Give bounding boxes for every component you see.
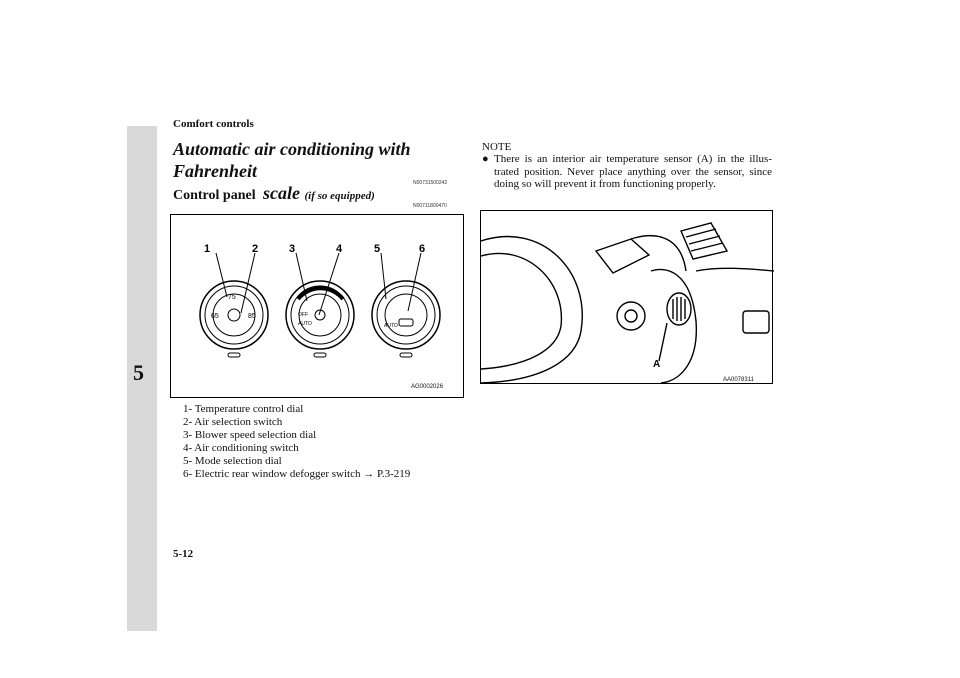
- legend-item-air-selection: 2- Air selection switch: [183, 416, 283, 428]
- sensor-figure-code: AA0078311: [723, 377, 754, 383]
- temp-low-label: 65: [211, 313, 219, 320]
- legend-item-temperature: 1- Temperature control dial: [183, 403, 304, 415]
- title-code: N00731500242: [413, 180, 448, 186]
- control-panel-figure-code: AG0002026: [411, 384, 444, 390]
- section-header: Comfort controls: [173, 118, 254, 130]
- legend-item-blower: 3- Blower speed selection dial: [183, 429, 317, 441]
- temp-mid-label: 75: [228, 294, 236, 301]
- legend-item-mode: 5- Mode selection dial: [183, 455, 282, 467]
- blower-off-label: OFF: [298, 312, 308, 318]
- note-body: [482, 153, 772, 191]
- note-label: NOTE: [482, 141, 512, 153]
- note-bullet: ●: [482, 153, 489, 165]
- callout-6: 6: [419, 243, 426, 255]
- sensor-drawing: [481, 211, 774, 385]
- callout-2: 2: [252, 243, 259, 255]
- control-panel-figure: [170, 214, 464, 398]
- title-qualifier: (if so equipped): [304, 190, 375, 202]
- title-line-2: scale: [263, 183, 300, 203]
- legend-item-ac-switch: 4- Air conditioning switch: [183, 442, 299, 454]
- page-number: 5-12: [173, 548, 194, 560]
- control-panel-code: N00711800470: [413, 203, 447, 209]
- sensor-callout-a: A: [653, 359, 661, 370]
- sensor-figure: [480, 210, 773, 384]
- callout-4: 4: [336, 243, 343, 255]
- control-panel-drawing: [171, 215, 465, 399]
- blower-auto-label: AUTO: [298, 321, 312, 327]
- temp-high-label: 85: [248, 313, 256, 320]
- callout-1: 1: [204, 243, 211, 255]
- legend-item-defogger: 6- Electric rear window defogger switch → P.3-219: [183, 468, 411, 480]
- mode-auto-label: AUTO: [384, 323, 398, 329]
- chapter-number: 5: [133, 360, 144, 385]
- control-panel-heading: Control panel: [173, 188, 256, 203]
- note-text: There is an interior air temperature sensor (A) in the illus-trated position. Never place anything over the sensor, since doing so will prevent it from functioning properly.: [494, 153, 772, 190]
- callout-5: 5: [374, 243, 381, 255]
- title-line-1: Automatic air conditioning with Fahrenheit: [173, 139, 411, 181]
- callout-3: 3: [289, 243, 296, 255]
- control-legend: [183, 403, 410, 481]
